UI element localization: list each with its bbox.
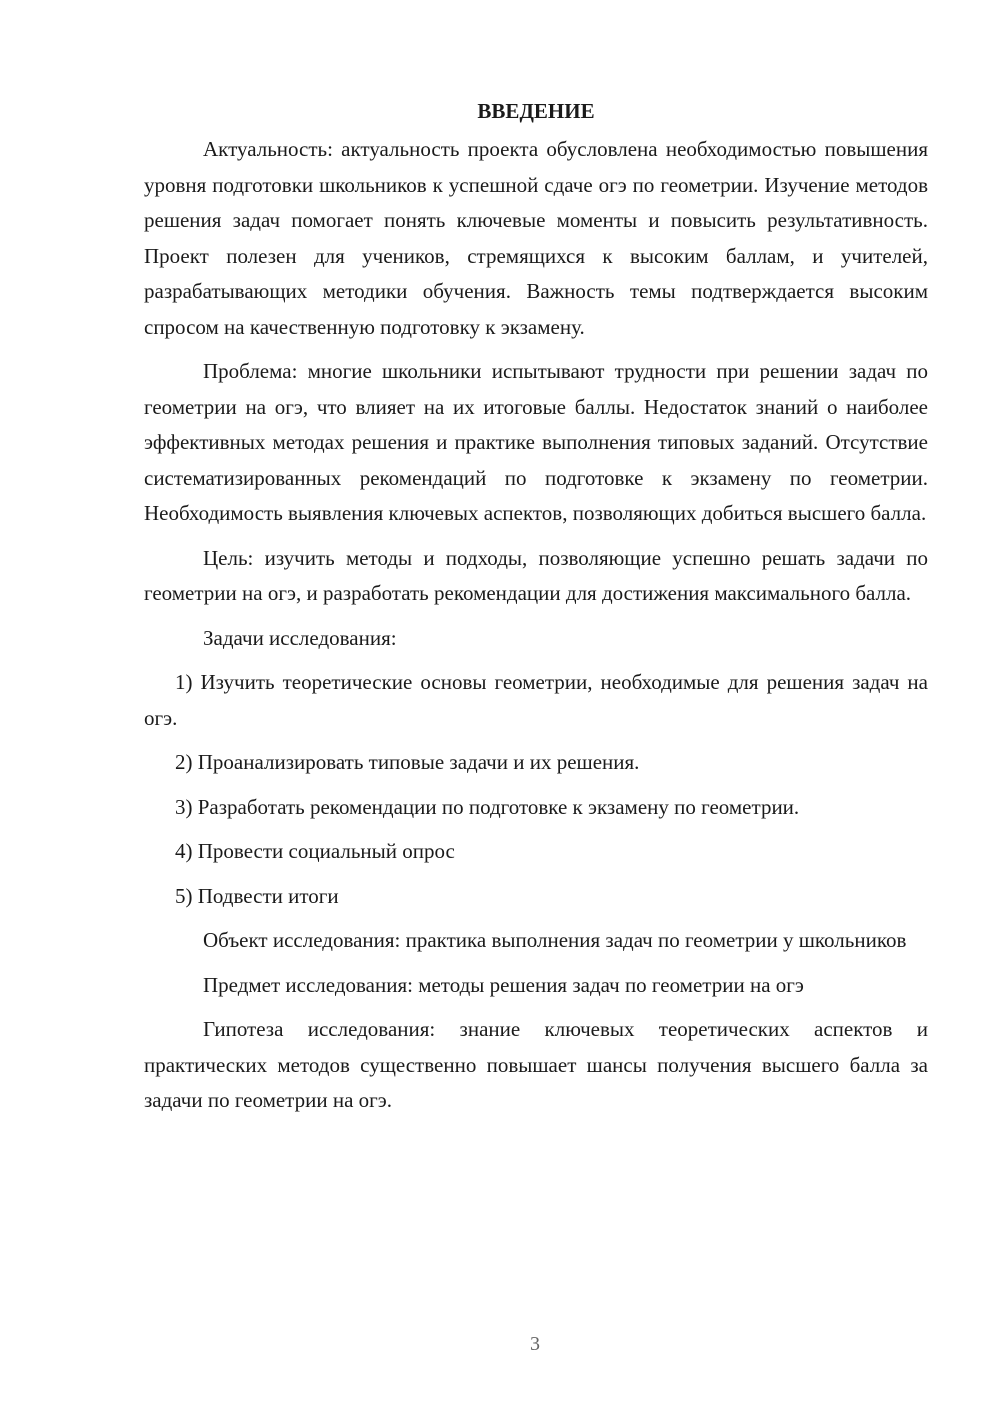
paragraph-relevance: Актуальность: актуальность проекта обусловлена необходимостью повышения уровня подготовки школьников к успешной сдаче огэ по геометрии. Изучение методов решения задач помогает понять ключевые моменты и повысить результативность. Проект полезен для учеников, стремящихся к высоким баллам, и учителей, разрабатывающих методики обучения. Важность темы подтверждается высоким спросом на качественную подготовку к экзамену.: [144, 137, 928, 339]
paragraph-object: Объект исследования: практика выполнения задач по геометрии у школьников: [203, 928, 907, 952]
page-number: 3: [530, 1333, 540, 1355]
paragraph-subject: Предмет исследования: методы решения задач по геометрии на огэ: [203, 972, 804, 997]
task-item-4: 4) Провести социальный опрос: [175, 839, 455, 863]
document-page: [144, 90, 928, 1119]
task-item-5: 5) Подвести итоги: [175, 883, 339, 908]
tasks-heading: Задачи исследования:: [203, 625, 397, 650]
task-item-2: 2) Проанализировать типовые задачи и их решения.: [175, 750, 640, 774]
paragraph-hypothesis: Гипотеза исследования: знание ключевых теоретических аспектов и практических методов существенно повышает шансы получения высшего балла за задачи по геометрии на огэ.: [144, 1017, 928, 1112]
paragraph-goal: Цель: изучить методы и подходы, позволяющие успешно решать задачи по геометрии на огэ, и разработать рекомендации для достижения максимального балла.: [144, 545, 928, 605]
page-title: ВВЕДЕНИЕ: [477, 99, 595, 123]
paragraph-problem: Проблема: многие школьники испытывают трудности при решении задач по геометрии на огэ, что влияет на их итоговые баллы. Недостаток знаний о наиболее эффективных методах решения и практике выполнения типовых заданий. Отсутствие систематизированных рекомендаций по подготовке к экзамену по геометрии. Необходимость выявления ключевых аспектов, позволяющих добиться высшего балла.: [144, 359, 928, 525]
task-item-3: 3) Разработать рекомендации по подготовке к экзамену по геометрии.: [175, 794, 800, 819]
task-item-1: 1) Изучить теоретические основы геометрии, необходимые для решения задач на огэ.: [144, 670, 928, 730]
